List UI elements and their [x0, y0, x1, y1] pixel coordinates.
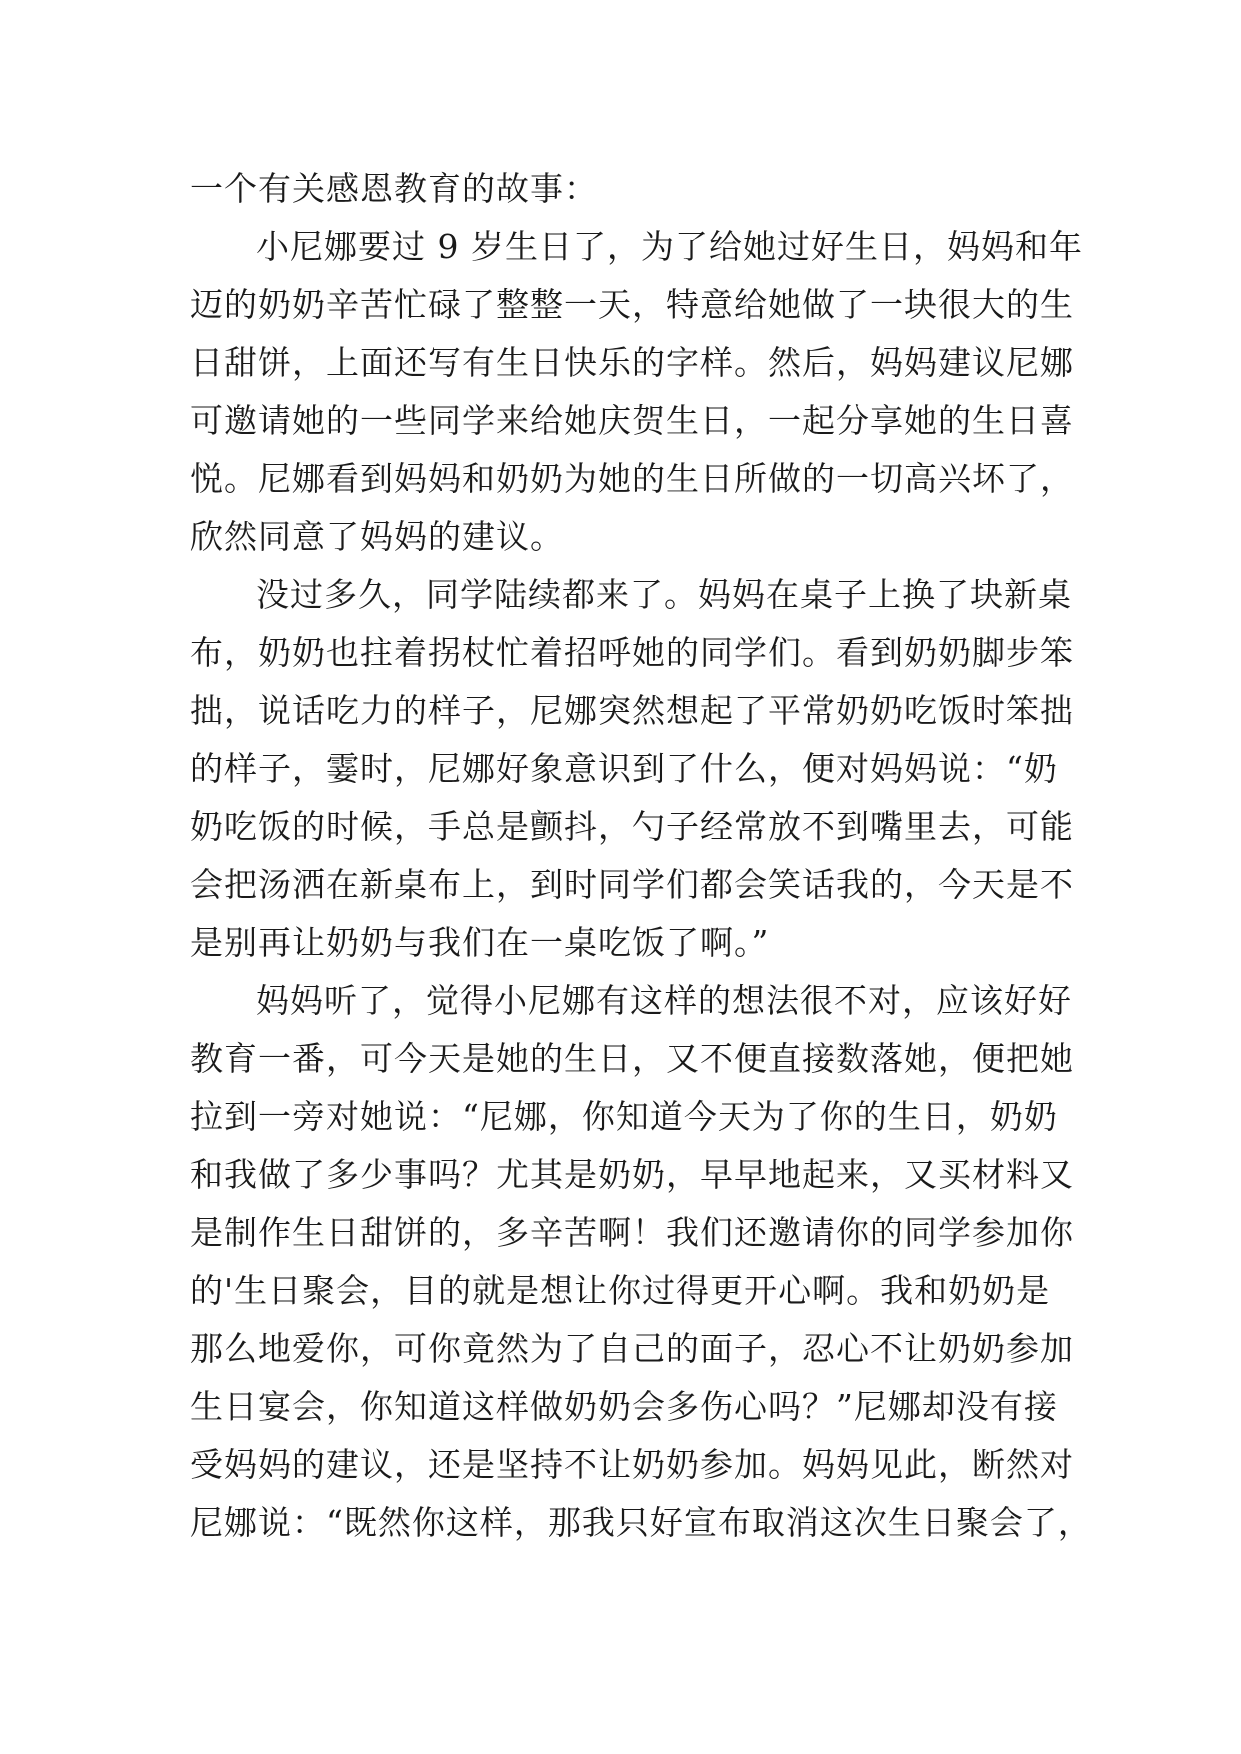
paragraph-2-line-3: 拙，说话吃力的样子，尼娜突然想起了平常奶奶吃饭时笨拙: [190, 691, 1074, 730]
paragraph-1-line-4: 可邀请她的一些同学来给她庆贺生日，一起分享她的生日喜: [190, 401, 1074, 440]
paragraph-3-line-1: 妈妈听了，觉得小尼娜有这样的想法很不对，应该好好: [256, 981, 1072, 1020]
paragraph-3-line-8: 生日宴会，你知道这样做奶奶会多伤心吗？”尼娜却没有接: [190, 1387, 1058, 1426]
paragraph-3-line-5: 是制作生日甜饼的，多辛苦啊！我们还邀请你的同学参加你: [190, 1213, 1074, 1252]
paragraph-3-line-10: 尼娜说：“既然你这样，那我只好宣布取消这次生日聚会了，: [190, 1503, 1092, 1542]
paragraph-2-line-6: 会把汤洒在新桌布上，到时同学们都会笑话我的，今天是不: [190, 865, 1074, 904]
paragraph-3-line-4: 和我做了多少事吗？尤其是奶奶，早早地起来，又买材料又: [190, 1155, 1074, 1194]
paragraph-2-line-5: 奶吃饭的时候，手总是颤抖，勺子经常放不到嘴里去，可能: [190, 807, 1074, 846]
paragraph-3-line-2: 教育一番，可今天是她的生日，又不便直接数落她，便把她: [190, 1039, 1074, 1078]
paragraph-2-line-4: 的样子，霎时，尼娜好象意识到了什么，便对妈妈说：“奶: [190, 749, 1058, 788]
story-heading: 一个有关感恩教育的故事：: [190, 169, 598, 208]
paragraph-2-line-2: 布，奶奶也拄着拐杖忙着招呼她的同学们。看到奶奶脚步笨: [190, 633, 1074, 672]
paragraph-2-line-7: 是别再让奶奶与我们在一桌吃饭了啊。”: [190, 923, 770, 962]
paragraph-1-line-5: 悦。尼娜看到妈妈和奶奶为她的生日所做的一切高兴坏了，: [190, 459, 1074, 498]
paragraph-3-line-9: 受妈妈的建议，还是坚持不让奶奶参加。妈妈见此，断然对: [190, 1445, 1074, 1484]
paragraph-3-line-6: 的'生日聚会，目的就是想让你过得更开心啊。我和奶奶是: [190, 1271, 1051, 1310]
paragraph-1-line-6: 欣然同意了妈妈的建议。: [190, 517, 564, 556]
paragraph-3-line-7: 那么地爱你，可你竟然为了自己的面子，忍心不让奶奶参加: [190, 1329, 1074, 1368]
paragraph-1-line-2: 迈的奶奶辛苦忙碌了整整一天，特意给她做了一块很大的生: [190, 285, 1074, 324]
paragraph-3-line-3: 拉到一旁对她说：“尼娜，你知道今天为了你的生日，奶奶: [190, 1097, 1058, 1136]
document-body: [190, 160, 1092, 1552]
paragraph-1-line-1: 小尼娜要过 9 岁生日了，为了给她过好生日，妈妈和年: [256, 227, 1083, 266]
paragraph-1-line-3: 日甜饼，上面还写有生日快乐的字样。然后，妈妈建议尼娜: [190, 343, 1074, 382]
paragraph-2-line-1: 没过多久，同学陆续都来了。妈妈在桌子上换了块新桌: [256, 575, 1072, 614]
